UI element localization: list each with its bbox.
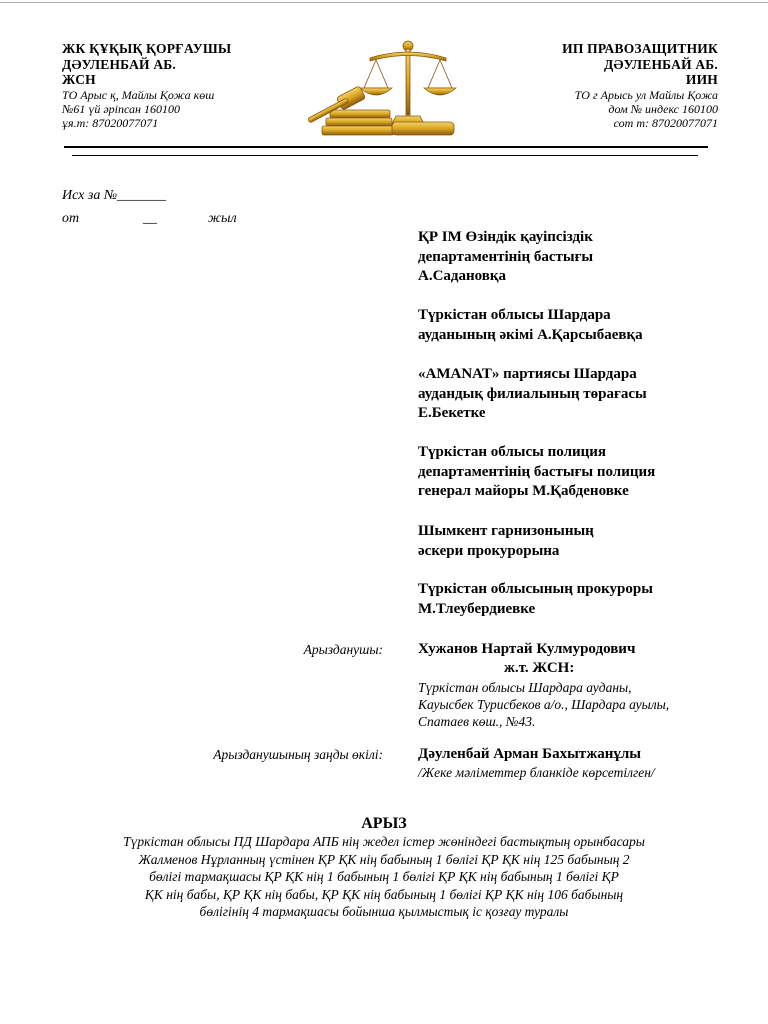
addressee-line: А.Садановқа (418, 268, 507, 284)
addressee-line: Түркістан облысының прокуроры (418, 581, 653, 597)
top-border-line (0, 2, 768, 3)
org-owner-kz: ДӘУЛЕНБАЙ АБ. (62, 56, 176, 72)
letterhead-kazakh (62, 41, 322, 130)
subject-line: бөлігінің 4 тармақшасы бойынша қылмыстық іс қозғау туралы (199, 904, 569, 919)
addressee-5 (418, 522, 738, 561)
addressee-6 (418, 580, 738, 619)
org-phone-kz: ұя.т: 87020077071 (62, 115, 159, 130)
statement-subject (50, 833, 718, 921)
subject-line: ҚК нің бабы, ҚР ҚК нің бабы, ҚР ҚК нің бабының 1 бөлігі ҚР ҚК нің 106 бабының (144, 886, 624, 902)
letterhead-russian (458, 41, 718, 130)
applicant-name: Хужанов Нартай Кулмуродович (418, 641, 636, 657)
org-name-ru: ИП ПРАВОЗАЩИТНИК (562, 41, 718, 56)
date-year-label: жыл (208, 211, 237, 226)
scales-of-justice-gavel-logo (300, 36, 464, 138)
addressee-1 (418, 228, 738, 287)
header-divider-thick (64, 146, 708, 148)
org-address-ru-1: ТО г Арысь ул Майлы Қожа (574, 87, 718, 102)
addressee-line: Түркістан облысы Шардара (418, 307, 611, 323)
representative-name: Дәуленбай Арман Бахытжанұлы (418, 746, 641, 762)
addressee-3 (418, 365, 738, 424)
address-line: Кауысбек Турисбеков а/о., Шардара ауылы, (418, 697, 670, 712)
org-address-ru-2: дом № индекс 160100 (608, 101, 718, 116)
org-name-kz: ЖК ҚҰҚЫҚ ҚОРҒАУШЫ (62, 41, 232, 56)
addressee-line: «AMANAT» партиясы Шардара (418, 366, 637, 382)
addressee-line: Түркістан облысы полиция (418, 444, 607, 460)
addressee-line: департаментінің бастығы (418, 248, 594, 265)
org-id-kz: ЖСН (62, 72, 96, 87)
addressee-line: департаментінің бастығы полиция (418, 463, 656, 480)
address-line: Түркістан облысы Шардара ауданы, (418, 680, 632, 695)
addressee-line: М.Тлеубердиевке (418, 600, 536, 617)
org-owner-ru: ДӘУЛЕНБАЙ АБ. (604, 56, 718, 72)
addressee-2 (418, 306, 738, 345)
addressee-4 (418, 443, 738, 502)
addressee-line: Шымкент гарнизонының (418, 523, 594, 539)
outgoing-number: Исх за №_______ (62, 188, 167, 203)
header-divider-thin (72, 155, 698, 156)
books-icon (322, 110, 454, 135)
addressee-line: әскери прокурорына (418, 542, 560, 559)
org-id-ru: ИИН (685, 72, 718, 87)
applicant-id: ж.т. ЖСН: (504, 660, 575, 676)
address-line: Спатаев көш., №43. (418, 714, 536, 729)
addressee-line: ҚР ІМ Өзіндік қауіпсіздік (418, 229, 593, 245)
addressee-line: Е.Бекетке (418, 405, 486, 421)
applicant-label: Арызданушы: (303, 642, 383, 657)
representative-label: Арызданушының заңды өкілі: (213, 747, 383, 762)
representative-note: /Жеке мәліметтер бланкіде көрсетілген/ (418, 765, 655, 780)
date-blank: __ (143, 211, 157, 226)
applicant-address (418, 679, 669, 730)
org-address-kz-1: ТО Арыс қ, Майлы Қожа көш (62, 87, 215, 102)
org-address-kz-2: №61 үй әріпсан 160100 (62, 101, 180, 116)
document-title: АРЫЗ (361, 815, 407, 832)
org-phone-ru: сот т: 87020077071 (613, 115, 718, 130)
subject-line: бөлігі тармақшасы ҚР ҚК нің 1 бабының 1 бөлігі ҚР ҚК нің бабының 1 бөлігі ҚР (149, 869, 619, 884)
addressee-line: ауданының әкімі А.Қарсыбаевқа (418, 326, 643, 343)
subject-line: Түркістан облысы ПД Шардара АПБ нің жедел істер жөніндегі бастықтың орынбасары (123, 834, 645, 849)
date-from-label: от (62, 211, 80, 226)
addressee-line: аудандық филиалының төрағасы (418, 385, 647, 402)
subject-line: Жалменов Нұрланның үстінен ҚР ҚК нің бабының 1 бөлігі ҚР ҚК нің 125 бабының 2 (138, 851, 630, 867)
addressee-line: генерал майоры М.Қабденовке (418, 483, 629, 499)
